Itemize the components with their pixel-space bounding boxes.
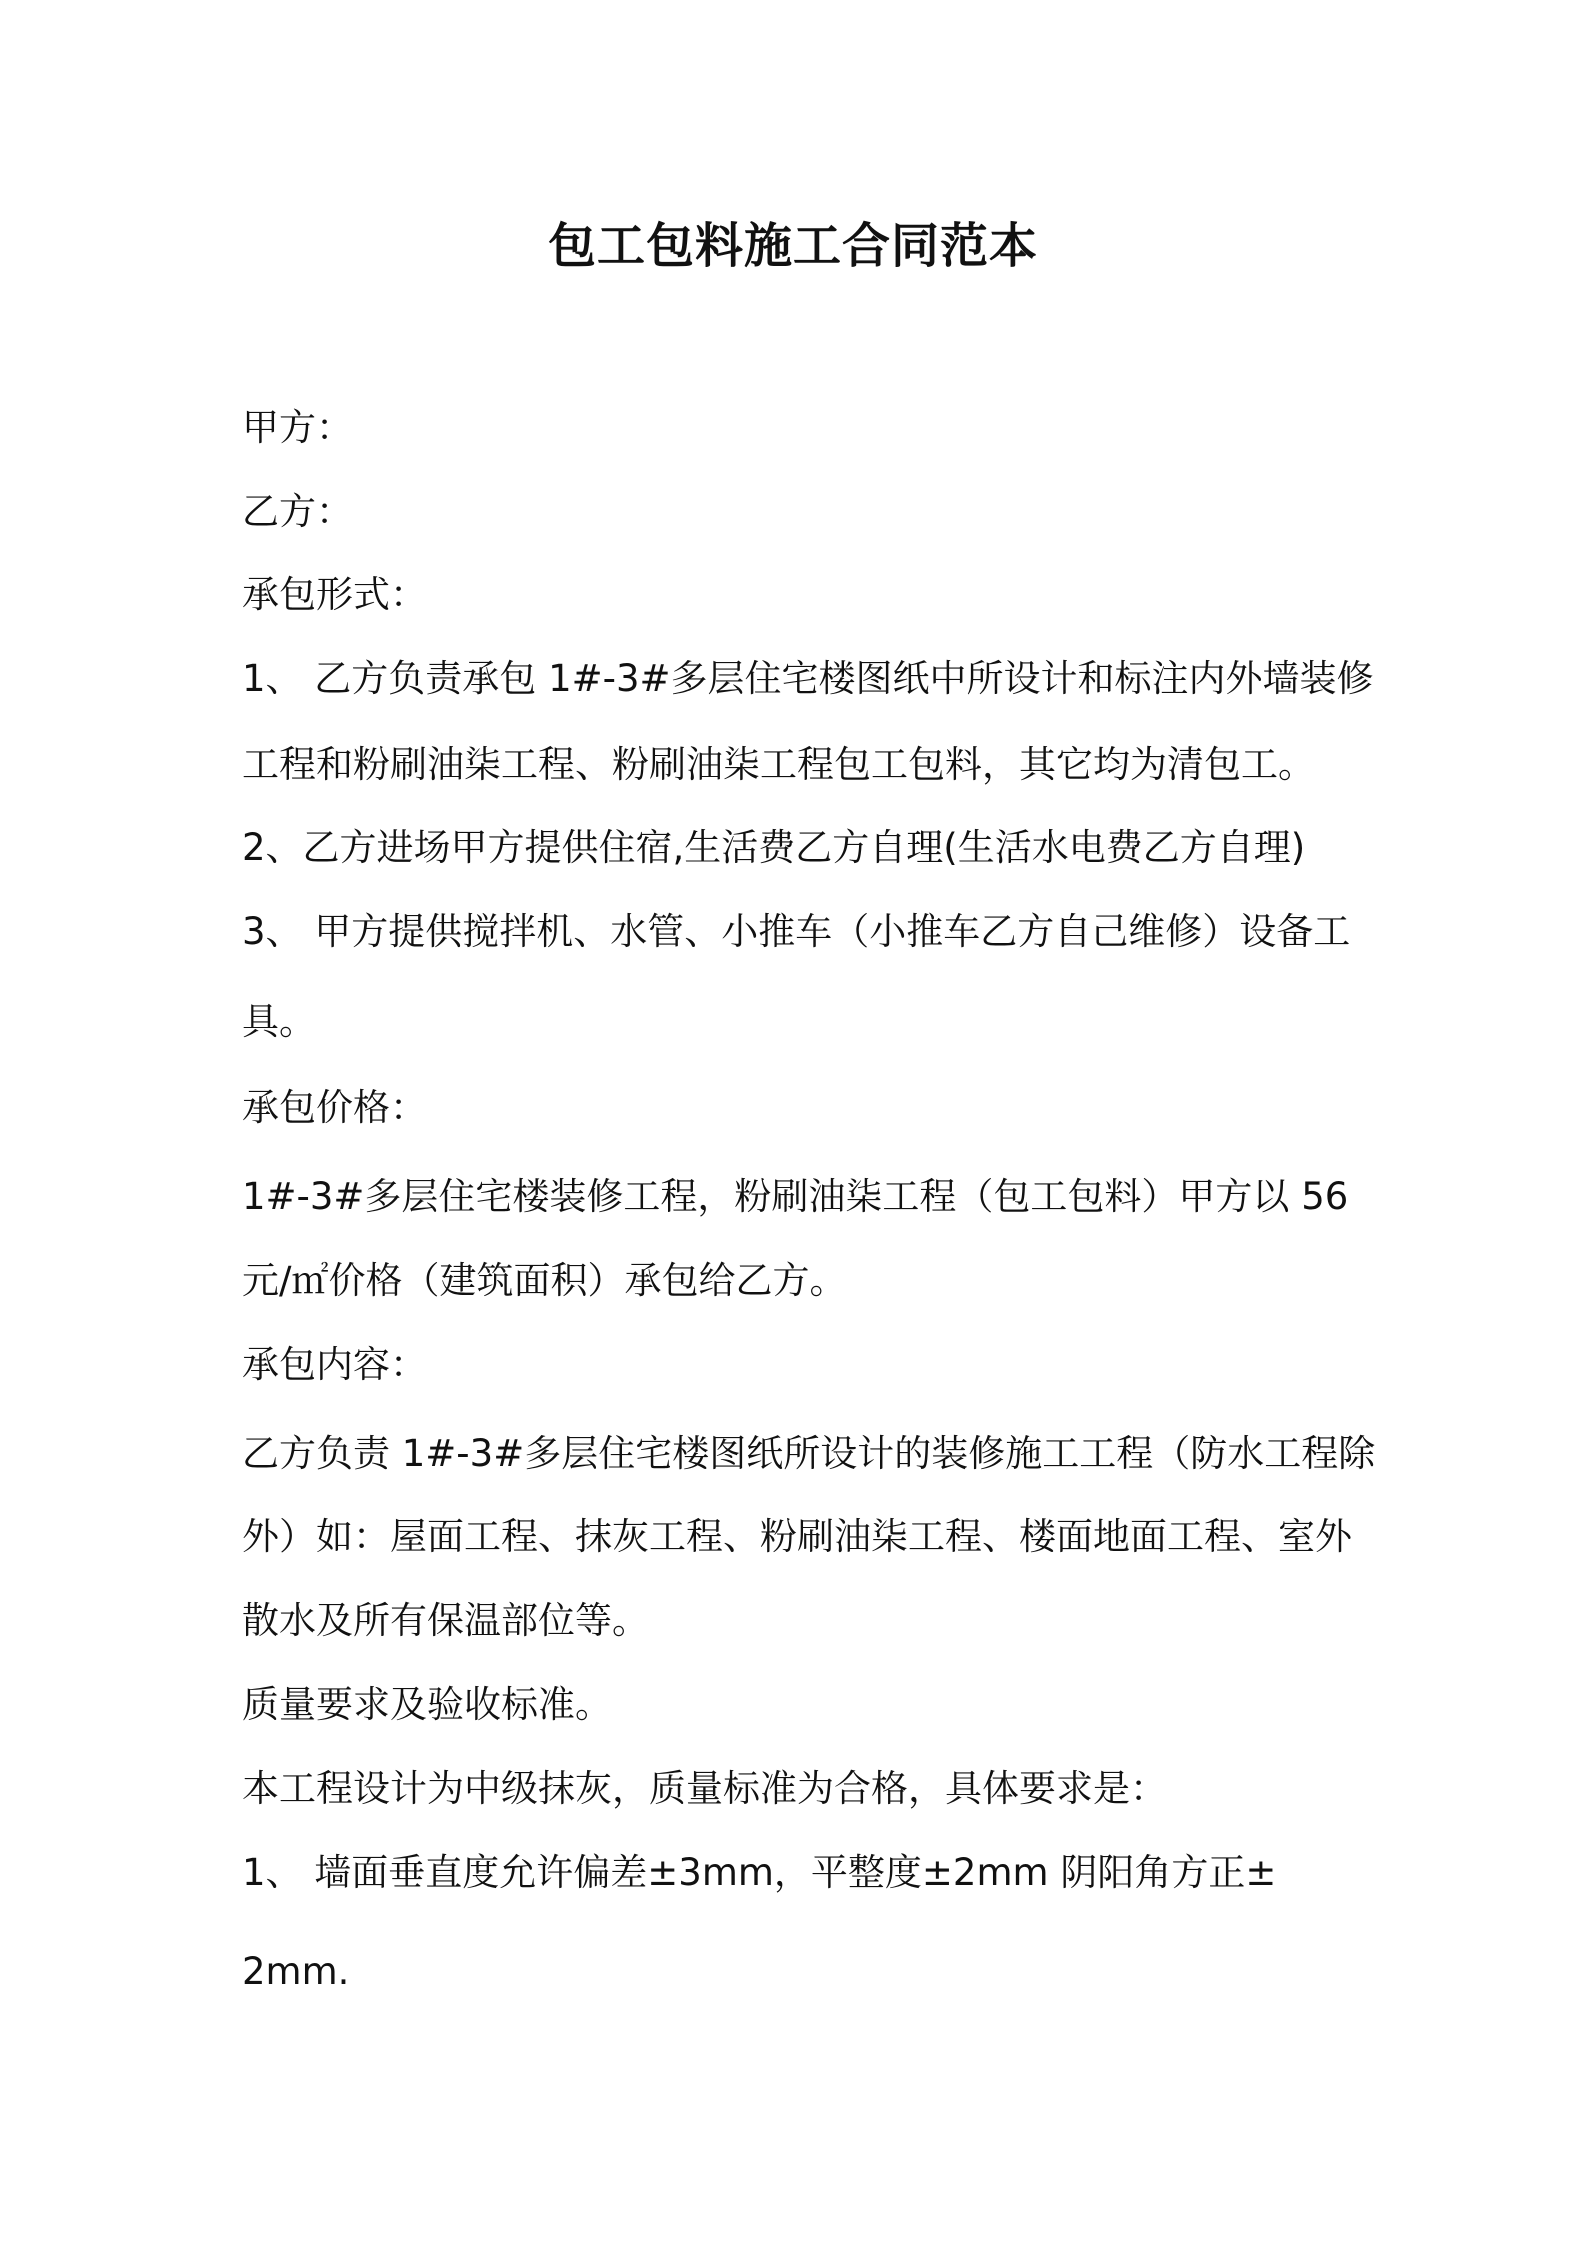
paragraph-line: 1#-3#多层住宅楼装修工程，粉刷油柒工程（包工包料）甲方以 56 (242, 1175, 1349, 1218)
section-heading-contract-price: 承包价格： (242, 1086, 427, 1129)
party-b-line: 乙方： (242, 490, 353, 533)
party-a-line: 甲方： (242, 406, 353, 449)
paragraph-line: 具。 (242, 1000, 316, 1043)
paragraph-line: 散水及所有保温部位等。 (242, 1599, 649, 1642)
section-heading-contract-form: 承包形式： (242, 573, 427, 616)
paragraph-line: 本工程设计为中级抹灰，质量标准为合格，具体要求是： (242, 1767, 1167, 1810)
paragraph-line: 1、 乙方负责承包 1#-3#多层住宅楼图纸中所设计和标注内外墙装修 (242, 657, 1374, 700)
paragraph-line: 1、 墙面垂直度允许偏差±3mm，平整度±2mm 阴阳角方正± (242, 1851, 1277, 1894)
paragraph-line: 外）如：屋面工程、抹灰工程、粉刷油柒工程、楼面地面工程、室外 (242, 1515, 1352, 1558)
paragraph-line: 元/㎡价格（建筑面积）承包给乙方。 (242, 1259, 847, 1302)
paragraph-line: 2mm. (242, 1950, 350, 1993)
document-body (242, 402, 1376, 1998)
document-title: 包工包料施工合同范本 (547, 218, 1038, 274)
paragraph-line: 工程和粉刷油柒工程、粉刷油柒工程包工包料，其它均为清包工。 (242, 743, 1315, 786)
section-heading-quality: 质量要求及验收标准。 (242, 1683, 612, 1726)
section-heading-contract-content: 承包内容： (242, 1343, 427, 1386)
paragraph-line: 乙方负责 1#-3#多层住宅楼图纸所设计的装修施工工程（防水工程除 (242, 1432, 1376, 1475)
paragraph-line: 3、 甲方提供搅拌机、水管、小推车（小推车乙方自己维修）设备工 (242, 910, 1351, 953)
paragraph-line: 2、乙方进场甲方提供住宿,生活费乙方自理(生活水电费乙方自理) (242, 826, 1306, 869)
